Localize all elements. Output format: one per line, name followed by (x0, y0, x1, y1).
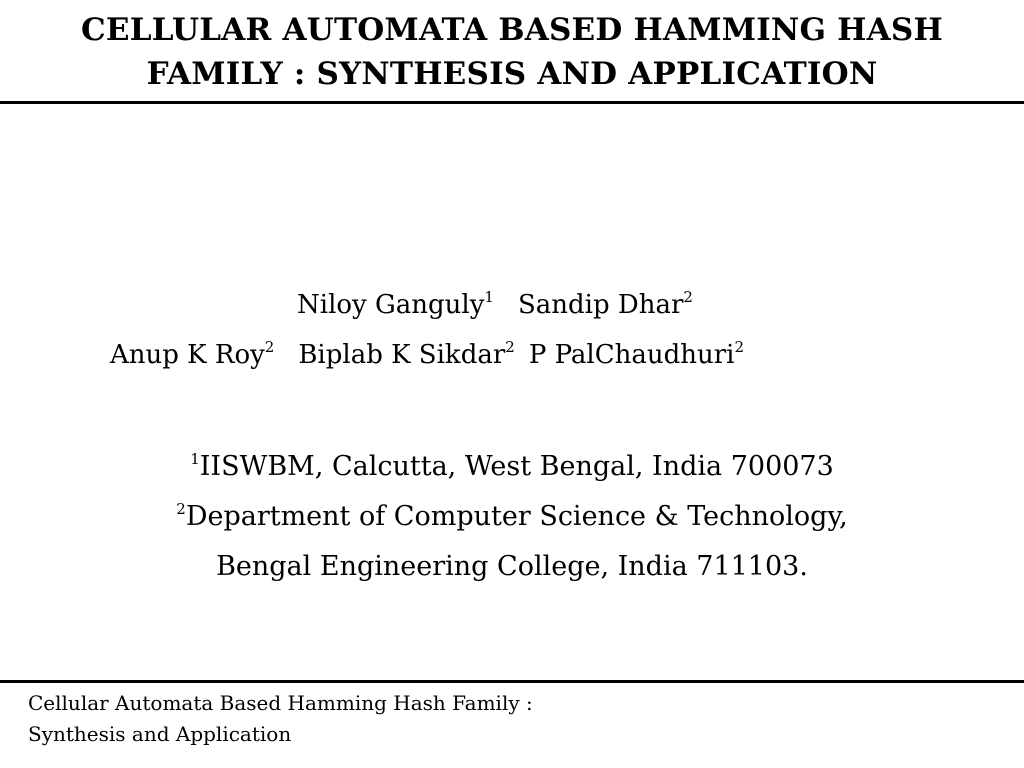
affiliation-list (0, 442, 1024, 592)
affiliation-1 (0, 442, 1024, 492)
author-affiliation-marker: 1 (484, 288, 494, 306)
footer-divider (0, 680, 1024, 683)
slide-title-line-2: FAMILY : SYNTHESIS AND APPLICATION (146, 56, 878, 92)
affiliation-2-continued (0, 542, 1024, 592)
author-sandip-dhar (518, 280, 693, 330)
footer-line-2: Synthesis and Application (28, 722, 292, 746)
affiliation-text: IISWBM, Calcutta, West Bengal, India 700073 (199, 451, 834, 482)
author-biplab-k-sikdar (298, 330, 514, 380)
author-name: Sandip Dhar (517, 290, 684, 320)
author-affiliation-marker: 2 (734, 338, 745, 356)
affiliation-text: Bengal Engineering College, India 711103. (216, 551, 808, 582)
affiliation-2 (0, 492, 1024, 542)
slide-footer (28, 688, 533, 750)
author-anup-k-roy (110, 330, 274, 380)
affiliation-marker: 1 (190, 450, 200, 468)
author-affiliation-marker: 2 (505, 338, 515, 356)
footer-line-1: Cellular Automata Based Hamming Hash Family : (28, 691, 533, 715)
author-line-1 (297, 280, 693, 330)
slide-title-line-1: CELLULAR AUTOMATA BASED HAMMING HASH (81, 12, 943, 48)
author-niloy-ganguly (297, 280, 494, 330)
author-name: Biplab K Sikdar (298, 340, 506, 370)
author-name: Niloy Ganguly (297, 290, 485, 320)
author-affiliation-marker: 2 (264, 338, 275, 356)
author-name: P PalChaudhuri (528, 340, 735, 370)
author-line-2 (110, 330, 744, 380)
author-name: Anup K Roy (110, 340, 265, 370)
affiliation-marker: 2 (176, 500, 186, 518)
slide-title (0, 8, 1024, 96)
title-divider (0, 101, 1024, 104)
affiliation-text: Department of Computer Science & Technology, (185, 501, 848, 532)
author-affiliation-marker: 2 (683, 288, 693, 306)
author-p-palchaudhuri (529, 330, 744, 380)
